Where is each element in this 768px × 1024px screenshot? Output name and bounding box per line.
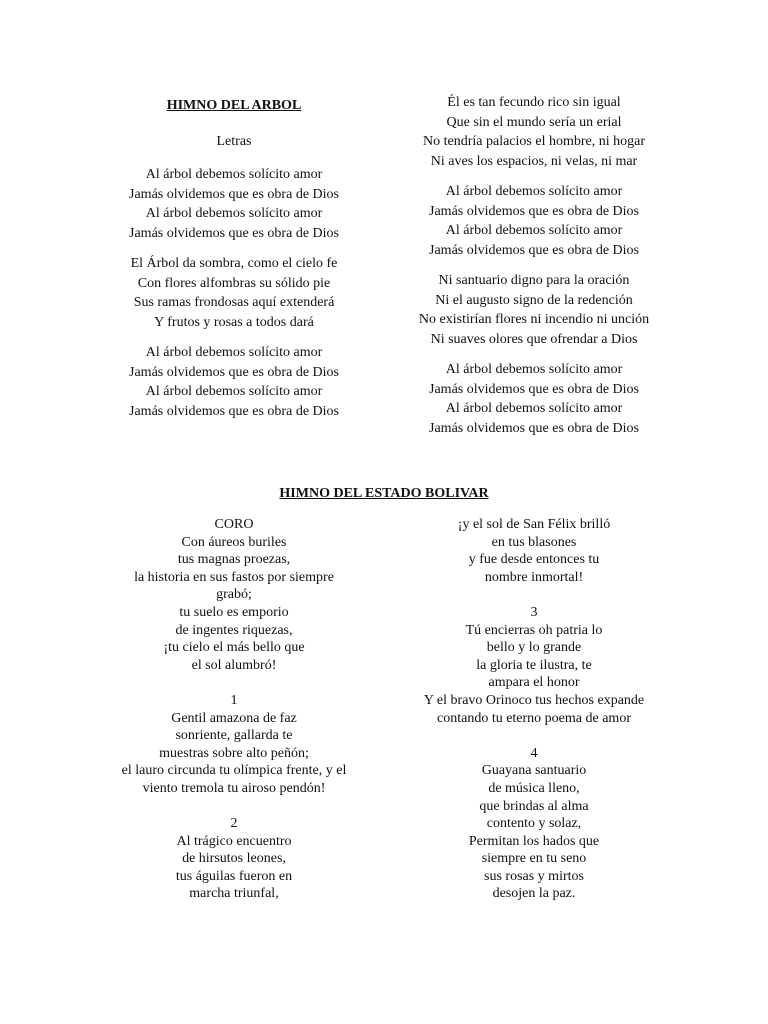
verse-line: sus rosas y mirtos <box>484 868 584 884</box>
verse-line: Tú encierras oh patria lo <box>465 622 603 638</box>
stanza <box>400 93 668 171</box>
stanza <box>400 271 668 349</box>
verse-line: Que sin el mundo sería un erial <box>446 114 622 130</box>
verse-line: viento tremola tu airoso pendón! <box>142 780 326 796</box>
verse-line: Ni el augusto signo de la redención <box>435 292 633 308</box>
verse-line: desojen la paz. <box>492 886 576 902</box>
verse-number: 4 <box>530 745 538 761</box>
verse-line: Sus ramas frondosas aquí extenderá <box>133 295 335 310</box>
verse-line: Al árbol debemos solícito amor <box>445 362 623 377</box>
himno-arbol-left-column <box>100 96 368 432</box>
verse-line: Permitan los hados que <box>468 833 600 849</box>
verse-line: CORO <box>214 517 254 532</box>
verse-number: 3 <box>530 604 538 620</box>
himno-bolivar-title: HIMNO DEL ESTADO BOLIVAR <box>279 486 489 501</box>
verse-line: Jamás olvidemos que es obra de Dios <box>129 403 339 419</box>
verse-line: de hirsutos leones, <box>182 851 286 867</box>
verse-line: grabó; <box>216 587 252 603</box>
verse-line: Al árbol debemos solícito amor <box>445 223 623 238</box>
verse-line: Y frutos y rosas a todos dará <box>154 314 314 330</box>
stanza-gap <box>400 586 668 604</box>
verse-line: de ingentes riquezas, <box>175 622 293 638</box>
verse-line: sonriente, gallarda te <box>175 728 293 744</box>
verse-line: contando tu eterno poema de amor <box>437 710 631 726</box>
verse-line: la gloria te ilustra, te <box>476 657 592 673</box>
verse-line: la historia en sus fastos por siempre <box>134 569 334 585</box>
verse-line: ¡y el sol de San Félix brilló <box>457 517 611 532</box>
himno-arbol-title: HIMNO DEL ARBOL <box>166 98 302 113</box>
verse-line: nombre inmortal! <box>484 569 584 585</box>
verse-number: 1 <box>230 692 238 708</box>
himno-bolivar-left-column <box>100 516 368 903</box>
stanza <box>100 254 368 332</box>
verse-line: Al árbol debemos solícito amor <box>445 401 623 416</box>
stanza-gap <box>400 727 668 745</box>
verse-line: Al árbol debemos solícito amor <box>145 345 323 360</box>
verse-line: el sol alumbró! <box>191 657 277 673</box>
verse-line: Gentil amazona de faz <box>171 710 297 726</box>
verse-line: y fue desde entonces tu <box>468 552 600 568</box>
verse-line: Con áureos buriles <box>181 534 287 550</box>
verse-line: Guayana santuario <box>481 763 587 779</box>
verse-line: Jamás olvidemos que es obra de Dios <box>429 420 639 436</box>
verse-line: Al árbol debemos solícito amor <box>145 384 323 399</box>
verse-line: tus magnas proezas, <box>177 552 291 568</box>
himno-arbol-right-column <box>400 93 668 449</box>
stanza-gap <box>100 674 368 692</box>
verse-line: Con flores alfombras su sólido pie <box>137 275 331 291</box>
stanza <box>400 360 668 438</box>
verse-line: marcha triunfal, <box>189 886 279 902</box>
verse-line: Al árbol debemos solícito amor <box>145 167 323 182</box>
verse-line: tus águilas fueron en <box>175 868 293 884</box>
verse-line: Jamás olvidemos que es obra de Dios <box>429 242 639 258</box>
verse-line: ampara el honor <box>488 675 580 691</box>
verse-line: Jamás olvidemos que es obra de Dios <box>429 381 639 397</box>
himno-arbol-subtitle: Letras <box>216 133 252 149</box>
stanza-gap <box>100 798 368 816</box>
verse-line: en tus blasones <box>491 534 577 550</box>
verse-line: Al árbol debemos solícito amor <box>145 206 323 221</box>
verse-line: bello y lo grande <box>486 640 582 656</box>
stanza <box>100 165 368 243</box>
verse-line: Jamás olvidemos que es obra de Dios <box>129 186 339 202</box>
verse-line: Ni santuario digno para la oración <box>438 273 630 288</box>
verse-line: que brindas al alma <box>479 798 589 814</box>
himno-bolivar-title-wrap <box>0 484 768 502</box>
verse-line: Jamás olvidemos que es obra de Dios <box>129 225 339 241</box>
verse-line: el lauro circunda tu olímpica frente, y el <box>121 763 347 779</box>
verse-line: Jamás olvidemos que es obra de Dios <box>429 203 639 219</box>
verse-line: Al trágico encuentro <box>176 833 292 849</box>
verse-line: No tendría palacios el hombre, ni hogar <box>423 134 645 149</box>
verse-number: 2 <box>230 816 238 832</box>
verse-line: de música lleno, <box>488 780 580 796</box>
verse-line: Jamás olvidemos que es obra de Dios <box>129 364 339 380</box>
verse-line: tu suelo es emporio <box>179 604 289 620</box>
verse-line: No existirían flores ni incendio ni unción <box>418 312 650 327</box>
verse-line: Él es tan fecundo rico sin igual <box>447 95 621 110</box>
verse-line: Ni aves los espacios, ni velas, ni mar <box>430 153 638 169</box>
verse-line: Al árbol debemos solícito amor <box>445 184 623 199</box>
verse-line: ¡tu cielo el más bello que <box>163 640 305 656</box>
stanza <box>100 343 368 421</box>
verse-line: siempre en tu seno <box>481 851 587 867</box>
verse-line: muestras sobre alto peñón; <box>159 745 309 761</box>
verse-line: Y el bravo Orinoco tus hechos expande <box>423 692 645 708</box>
verse-line: contento y solaz, <box>486 816 582 832</box>
stanza <box>400 182 668 260</box>
verse-line: Ni suaves olores que ofrendar a Dios <box>430 331 638 347</box>
verse-line: El Árbol da sombra, como el cielo fe <box>130 256 338 271</box>
himno-bolivar-right-column <box>400 516 668 903</box>
